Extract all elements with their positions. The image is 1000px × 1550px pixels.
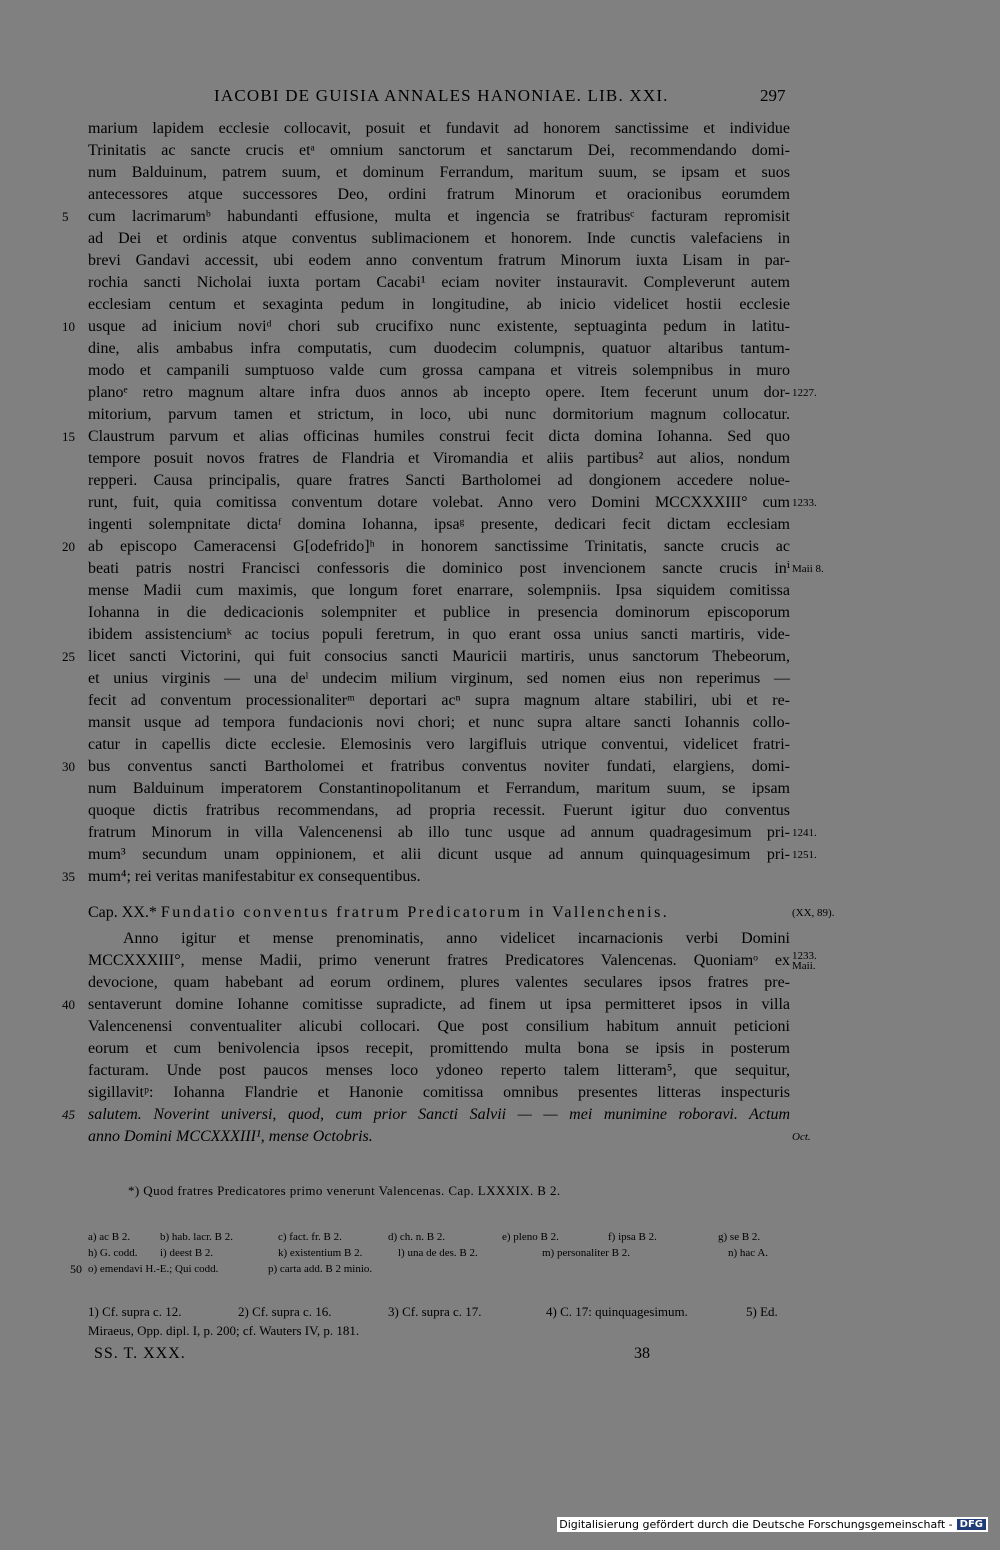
dfg-credit-text: Digitalisierung gefördert durch die Deutsche Forschungsgemeinschaft - [559, 1518, 953, 1531]
footnote: Miraeus, Opp. dipl. I, p. 200; cf. Wauters IV, p. 181. [88, 1323, 360, 1338]
variant-reading: d) ch. n. B 2. [388, 1231, 446, 1243]
line-number: 15 [62, 429, 75, 444]
text-line: anno Domini MCCXXXIII¹, mense Octobris. Oct. [88, 1126, 790, 1148]
text-line: salutem. Noverint universi, quod, cum prior Sancti Salvii — — mei munimine roboravi. Actum 45 [88, 1104, 790, 1126]
margin-date [792, 951, 817, 971]
line-number: 25 [62, 649, 75, 664]
dfg-logo: DFG [957, 1519, 986, 1530]
variant-reading: f) ipsa B 2. [608, 1231, 657, 1243]
margin-date: 1233. [792, 497, 817, 509]
text-line: antecessores atque successores Deo, ordini fratrum Minorum et oracionibus eorumdem [88, 186, 790, 203]
variant-reading: c) fact. fr. B 2. [278, 1231, 342, 1243]
text-line: MCCXXXIII°, mense Madii, primo venerunt fratres Predicatores Valencenas. Quoniamᵒ ex 1233. Maii. [88, 950, 817, 972]
footnote: 5) Ed. [746, 1304, 778, 1319]
variant-row [88, 1229, 790, 1245]
text-line: num Balduinum imperatorem Constantinopolitanum et Ferrandum, maritum suum, se ipsam [88, 780, 790, 797]
variant-reading: h) G. codd. [88, 1247, 138, 1259]
chapter-label: Cap. XX.* [88, 904, 161, 921]
text-line: bus conventus sancti Bartholomei et fratribus conventus noviter fundati, elargiens, domi- 30 [88, 756, 790, 778]
line-number: 20 [62, 539, 75, 554]
text-line: ad Dei et ordinis atque conventus sublimacionem et honorem. Inde cunctis valefaciens in [88, 230, 790, 247]
variant-reading: a) ac B 2. [88, 1231, 131, 1243]
variant-reading: o) emendavi H.-E.; Qui codd. [88, 1263, 219, 1275]
footnote: 1) Cf. supra c. 12. [88, 1304, 182, 1319]
signature-mark: SS. T. XXX. [94, 1345, 186, 1362]
text-line: brevi Gandavi accessit, ubi eodem anno conventum fratrum Minorum iuxta Lisam in par- [88, 252, 790, 269]
footnote-row [88, 1302, 790, 1321]
dfg-credit [557, 1517, 988, 1532]
page-footer [0, 1345, 1000, 1367]
margin-date-month: Maii. [792, 960, 816, 972]
variant-reading: g) se B 2. [718, 1231, 761, 1243]
text-line: ecclesiam centum et sexaginta pedum in longitudine, ab inicio videlicet hostii ecclesie [88, 296, 790, 313]
chapter-rubric-note: *) Quod fratres Predicatores primo venerunt Valencenas. Cap. LXXXIX. B 2. [128, 1183, 561, 1198]
variant-reading: i) deest B 2. [160, 1247, 214, 1259]
text-line: mansit usque ad tempora fundacionis novi chori; et nunc supra altare sancti Iohannis collo- [88, 714, 790, 731]
text-line: quoque dictis fratribus recommendans, ad propria recessit. Fuerunt igitur duo conventus [88, 802, 790, 819]
text-line: mum³ secundum unam oppinionem, et alii dicunt usque ad annum quinquagesimum pri- 1251. [88, 844, 790, 866]
text-line: Claustrum parvum et alias officinas humiles construi fecit dicta domina Iohanna. Sed quo 15 [88, 426, 790, 448]
variant-reading: n) hac A. [728, 1247, 769, 1259]
text-line: ingenti solempnitate dictaᶠ domina Iohanna, ipsaᵍ presente, dedicari fecit dictam ecclesiam [88, 516, 790, 533]
variant-row [88, 1245, 790, 1261]
text-line: ibidem assistenciumᵏ ac tocius populi feretrum, in quo erant ossa unius sancti martiris, vide- [88, 626, 790, 643]
running-header [0, 86, 1000, 110]
text-line: sentaverunt domine Iohanne comitisse supradicte, ad finem ut ipsa permitteret ipsos in villa 40 [88, 994, 790, 1016]
main-text [62, 118, 835, 1148]
text-line: num Balduinum, patrem suum, et dominum Ferrandum, maritum suum, se ipsam et suos [88, 164, 790, 181]
line-number: 10 [62, 319, 75, 334]
variant-reading: b) hab. lacr. B 2. [160, 1231, 234, 1243]
margin-date: Maii 8. [792, 563, 824, 575]
text-line: Valencenensi conventualiter alicubi collocari. Que post consilium habitum annuit peticioni [88, 1018, 790, 1035]
variant-reading: l) una de des. B 2. [398, 1247, 478, 1259]
line-number: 45 [62, 1107, 75, 1122]
text-line: facturam. Unde post paucos menses loco ydoneo reperto talem litteram⁵, que sequitur, [88, 1062, 790, 1079]
footnote: 2) Cf. supra c. 16. [238, 1304, 332, 1319]
text-line: Anno igitur et mense prenominatis, anno videlicet incarnacionis verbi Domini [123, 930, 790, 947]
variant-row [70, 1261, 790, 1277]
footnotes [88, 1302, 790, 1340]
folio-number: 38 [634, 1345, 650, 1362]
page-number: 297 [760, 86, 786, 105]
chapter-ref: (XX, 89). [792, 907, 835, 919]
text-line: fratrum Minorum in villa Valencenensi ab illo tunc usque ad annum quadragesimum pri- 1241. [88, 822, 790, 844]
text-line: mense Madii cum maximis, que longum foret enarrare, solempniis. Ipsa siquidem comitissa [88, 582, 790, 599]
line-number: 5 [62, 209, 69, 224]
text-line: sigillavitᵖ: Iohanna Flandrie et Hanonie comitissa omnibus presentes litteras inspecturis [88, 1084, 790, 1101]
footnote-row [88, 1321, 790, 1340]
text-line: ab episcopo Cameracensi G[odefrido]ʰ in honorem sanctissime Trinitatis, sancte crucis ac 20 [88, 536, 790, 558]
variant-reading: k) existentium B 2. [278, 1247, 363, 1259]
variant-reading: e) pleno B 2. [502, 1231, 559, 1243]
text-line: marium lapidem ecclesie collocavit, posuit et fundavit ad honorem sanctissime et individue [88, 120, 790, 137]
variant-readings [70, 1229, 790, 1277]
text-line: devocione, quam habebant ad eorum ordinem, plures valentes seculares ipsos fratres pre- [88, 974, 790, 991]
text-line: dine, alis ambabus infra computatis, cum duodecim columpnis, quatuor altaribus tantum- [88, 340, 790, 357]
text-line: usque ad inicium noviᵈ chori sub crucifixo nunc existente, septuaginta pedum in latitu- 10 [88, 316, 790, 338]
text-line: licet sancti Victorini, qui fuit consocius sancti Mauricii martiris, unus sanctorum Thebeorum, 25 [88, 646, 790, 668]
margin-date-year: 1233. [792, 950, 817, 962]
line-number: 35 [62, 869, 75, 884]
chapter-title: Fundatio conventus fratrum Predicatorum in Vallenchenis. [160, 904, 670, 921]
text-line: planoᵉ retro magnum altare infra duos annos ab incepto opere. Item fecerunt unum dor- 1227. [88, 382, 790, 404]
margin-date: Oct. [792, 1131, 811, 1143]
text-line: mum⁴; rei veritas manifestabitur ex consequentibus. 35 [88, 866, 790, 888]
text-line: repperi. Causa principalis, quare fratres Sancti Bartholomei ad dongionem accedere nolue- [88, 472, 790, 489]
variant-reading: p) carta add. B 2 minio. [268, 1263, 373, 1275]
margin-date: 1251. [792, 849, 817, 861]
text-line: Trinitatis ac sancte crucis etᵃ omnium sanctorum et sanctarum Dei, recommendando domi- [88, 142, 790, 159]
text-line: rochia sancti Nicholai iuxta portam Cacabi¹ eciam noviter instauravit. Compleverunt autem [88, 274, 790, 291]
variant-reading: m) personaliter B 2. [542, 1247, 630, 1259]
text-line: mitorium, parvum tamen et strictum, in loco, ubi nunc dormitorium magnum collocatur. [88, 406, 790, 423]
footnote: 3) Cf. supra c. 17. [388, 1304, 482, 1319]
chapter-heading [88, 902, 835, 924]
text-line: modo et campanili sumptuoso valde cum grossa campana et vitreis solempnibus in muro [88, 362, 790, 379]
line-number: 40 [62, 997, 75, 1012]
text-line: beati patris nostri Francisci confessoris die dominico post invencionem sancte crucis inⁱ Maii 8. [88, 558, 790, 580]
text-line: tempore posuit novos fratres de Flandria et Viromandia et aliis partibus² aut alios, nondum [88, 450, 790, 467]
text-line: fecit ad conventum processionaliterᵐ deportari acⁿ supra magnum altare stabiliri, ubi et re- [88, 692, 790, 709]
line-number: 50 [70, 1262, 82, 1276]
margin-date: 1227. [792, 387, 817, 399]
text-line: cum lacrimarumᵇ habundanti effusione, multa et ingencia se fratribusᶜ facturam repromisit 5 [88, 206, 790, 228]
footnote: 4) C. 17: quinquagesimum. [546, 1304, 688, 1319]
text-line: catur in capellis dicte ecclesie. Elemosinis vero largifluis utrique conventui, videlicet fratri- [88, 736, 790, 753]
running-title: IACOBI DE GUISIA ANNALES HANONIAE. LIB. XXI. [214, 86, 669, 105]
line-number: 30 [62, 759, 75, 774]
text-line: eorum et cum benivolencia ipsos recepit, promittendo multa bona se ipsis in posterum [88, 1040, 790, 1057]
text-line: runt, fuit, quia comitissa conventum dotare volebat. Anno vero Domini MCCXXXIII° cum 1233. [88, 492, 790, 514]
margin-date: 1241. [792, 827, 817, 839]
text-line: Iohanna in die dedicacionis solempniter et publice in presencia dominorum episcoporum [88, 604, 790, 621]
text-line: et unius virginis — una deˡ undecim milium virginum, sed nomen eius non reperimus — [88, 670, 790, 687]
